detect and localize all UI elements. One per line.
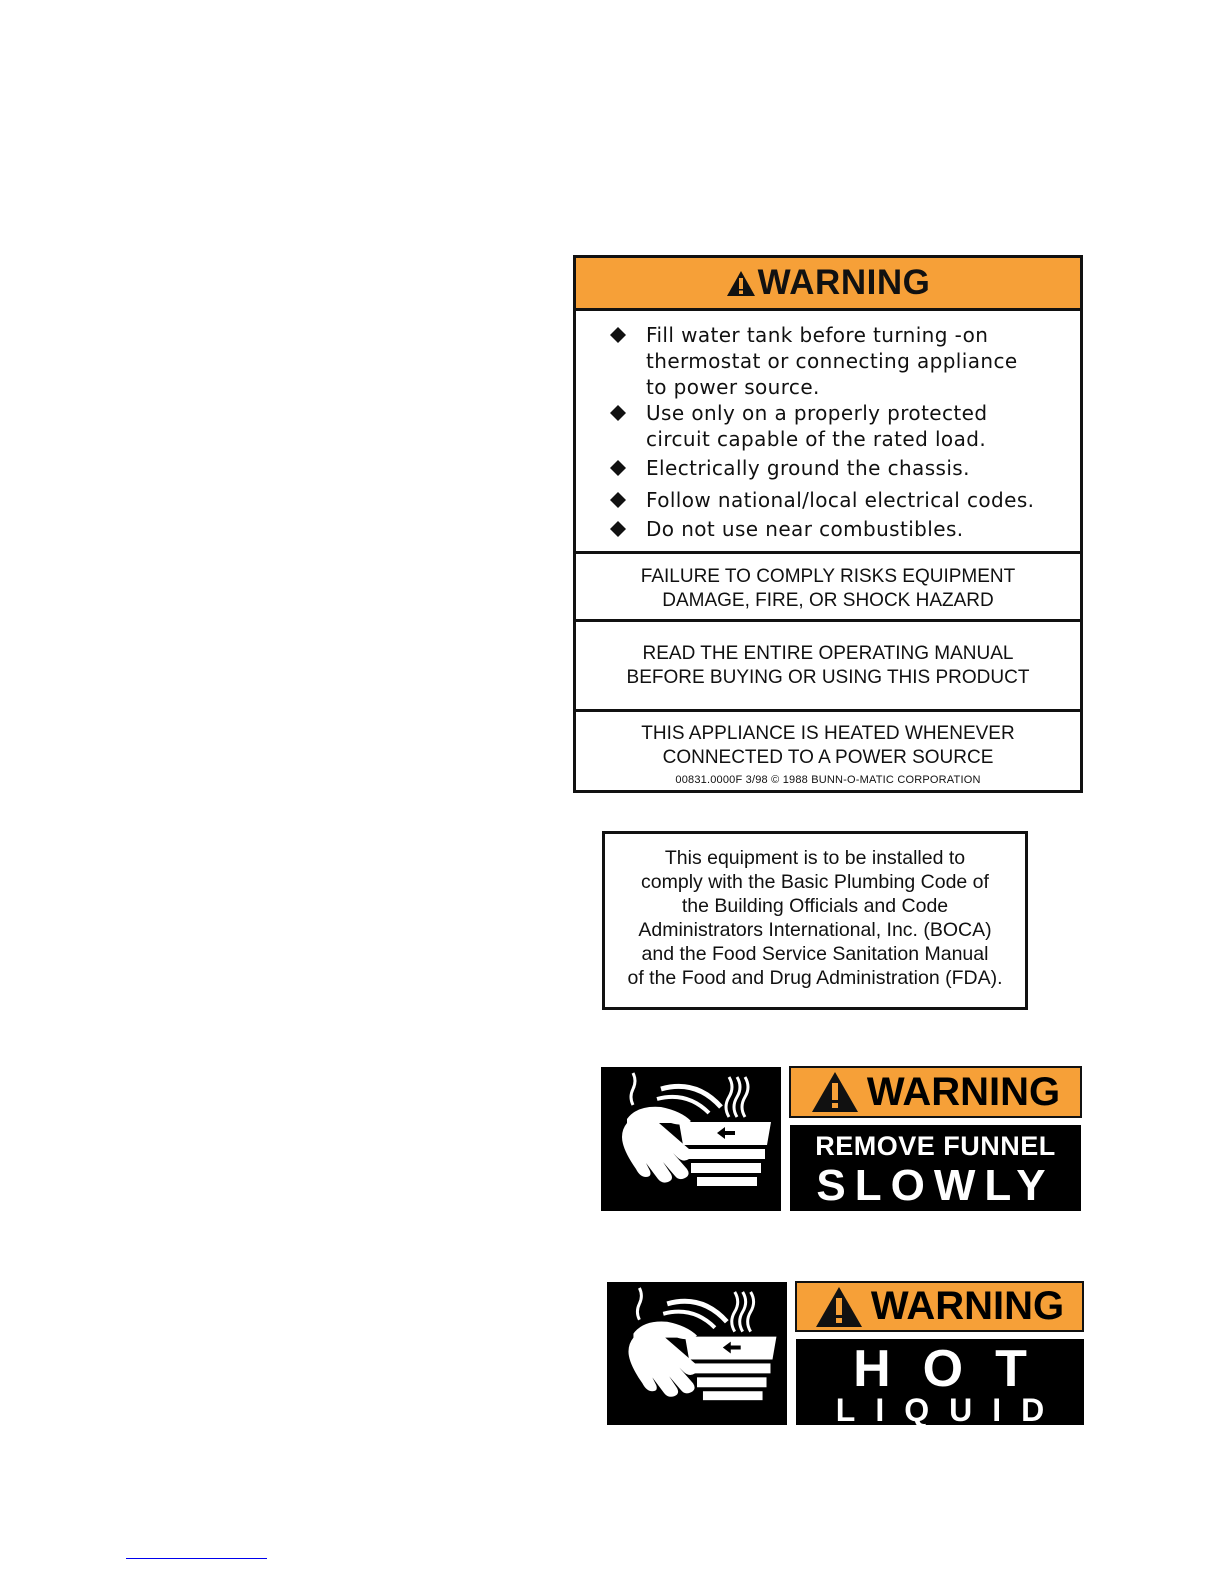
code-line: of the Food and Drug Administration (FDA). <box>627 967 1003 989</box>
hot-funnel-hand-icon <box>601 1067 781 1211</box>
heated-notice-section <box>576 709 1080 790</box>
remove-funnel-band <box>790 1125 1081 1211</box>
decal-warning-band <box>795 1281 1084 1332</box>
code-line: the Building Officials and Code <box>681 895 949 917</box>
diamond-bullet-icon <box>610 405 626 421</box>
warning-header-text: WARNING <box>757 263 931 302</box>
liquid-text: LIQUID <box>835 1392 1065 1428</box>
hand-funnel-pictogram <box>601 1067 781 1211</box>
warning-bullet <box>610 400 987 452</box>
decal-warning-band <box>789 1066 1082 1118</box>
warning-triangle-icon <box>726 270 756 297</box>
electrical-warning-label <box>573 255 1083 793</box>
warning-triangle-icon <box>815 1286 863 1328</box>
plumbing-code-notice <box>602 831 1028 1010</box>
bullet-text: Electrically ground the chassis. <box>646 456 970 480</box>
warning-bullet <box>610 322 1018 400</box>
code-line: This equipment is to be installed to <box>664 847 966 869</box>
bullet-text: Use only on a properly protected circuit capable of the rated load. <box>646 401 988 451</box>
bullet-text: Do not use near combustibles. <box>646 517 964 541</box>
failure-notice: FAILURE TO COMPLY RISKS EQUIPMENT DAMAGE, FIRE, OR SHOCK HAZARD <box>576 551 1080 616</box>
remove-funnel-text: REMOVE FUNNEL <box>815 1131 1056 1161</box>
code-line: and the Food Service Sanitation Manual <box>641 943 989 965</box>
diamond-bullet-icon <box>610 492 626 508</box>
decal-warning-text: WARNING <box>870 1284 1065 1328</box>
manual-notice: READ THE ENTIRE OPERATING MANUAL BEFORE BUYING OR USING THIS PRODUCT <box>576 619 1080 706</box>
warning-bullet <box>610 516 964 542</box>
diamond-bullet-icon <box>610 460 626 476</box>
bullet-text: Fill water tank before turning -on thermostat or connecting appliance to power source. <box>646 323 1018 399</box>
footnote-rule <box>126 1558 267 1559</box>
heated-notice: THIS APPLIANCE IS HEATED WHENEVER CONNECTED TO A POWER SOURCE <box>641 723 1015 768</box>
warning-header <box>576 258 1080 311</box>
warning-triangle-icon <box>811 1071 859 1113</box>
diamond-bullet-icon <box>610 327 626 343</box>
warning-bullet <box>610 455 970 481</box>
diamond-bullet-icon <box>610 521 626 537</box>
warning-bullet <box>610 487 1034 513</box>
label-part-number: 00831.0000F 3/98 © 1988 BUNN-O-MATIC CORPORATION <box>675 774 981 786</box>
bullet-text: Follow national/local electrical codes. <box>646 488 1035 512</box>
hand-funnel-pictogram <box>607 1282 787 1425</box>
code-line: Administrators International, Inc. (BOCA) <box>638 919 992 941</box>
hot-funnel-hand-icon <box>607 1282 787 1425</box>
hot-text: HOT <box>853 1340 1059 1398</box>
decal-warning-text: WARNING <box>866 1069 1061 1114</box>
slowly-text: SLOWLY <box>816 1161 1055 1210</box>
code-line: comply with the Basic Plumbing Code of <box>641 871 989 893</box>
hot-liquid-band <box>796 1339 1084 1428</box>
